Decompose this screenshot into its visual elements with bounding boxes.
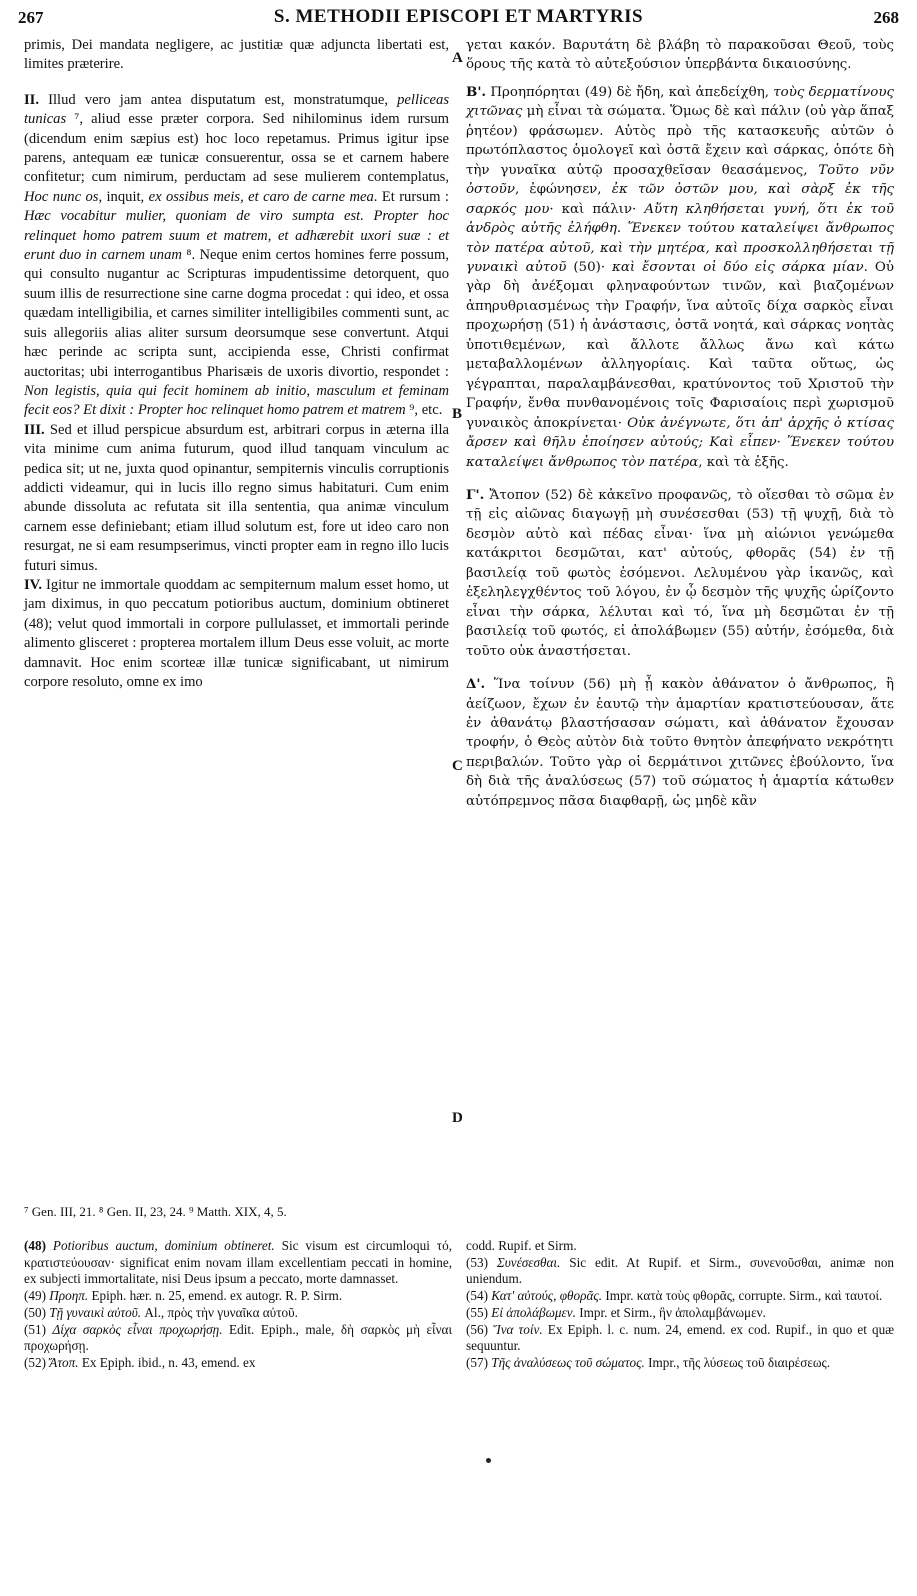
- footnote: (55) Εἰ ἀπολάβωμεν. Impr. et Sirm., ἣν ἀπολαμβάνωμεν.: [466, 1304, 766, 1320]
- running-header: [14, 2, 903, 32]
- margin-marker-b: B: [452, 406, 463, 422]
- margin-marker-a: A: [452, 50, 463, 66]
- footnote: (53) Συνέσεσθαι. Sic edit. At Rupif. et Sirm., συνενοῦσθαι, animæ non uniendum.: [466, 1254, 895, 1287]
- footnote: (51) Δίχα σαρκὸς εἶναι προχωρήσῃ. Edit. Epiph., male, δὴ σαρκὸς μὴ εἶναι προχωρήσῃ.: [24, 1321, 453, 1354]
- greek-column: [466, 36, 894, 811]
- latin-paragraph-2: II. Illud vero jam antea disputatum est, monstratumque, pelliceas tunicas ⁷, aliud esse præter corpora. Sed nihilominus idem rursum (dicendum enim sæpius est) hoc loco repetamus. Primus igitur ipse parens, antequam eæ tunicæ consuerentur, ossa se et carnem habere confitetur; cum nimirum, perductam ad sese mulierem contemplatus, Hoc nunc os, inquit, ex ossibus meis, et caro de carne mea. Et rursum : Hæc vocabitur mulier, quoniam de viro sumpta est. Propter hoc relinquet homo patrem suum et matrem, et adhærebit uxori suæ : et erunt duo in carnem unam ⁸. Neque enim certos homines ferre possum, qui consulto nugantur ac Scripturas impudentissime detorquent, quo suum illis de resurrectione sine carne dogma procedat : qui ideo, et ossa quædam intelligibilia, et carnes similiter intelligibiles commenti sunt, ac suis allegoriis alias aliter sursum deorsumque sese convertunt. Atqui hæc perinde ac scripta sunt, accipienda esse, Christi confirmat auctoritas; ubi interrogantibus Pharisæis de uxoris divortio, respondet : Non legistis, quia qui fecit hominem ab initio, masculum et feminam fecit eos? Et dixit : Propter hoc relinquet homo patrem et matrem ⁹, etc.: [24, 91, 449, 419]
- greek-paragraph-3: Γ'. Ἄτοπον (52) δὲ κἀκεῖνο προφανῶς, τὸ οἴεσθαι τὸ σῶμα ἐν τῇ εἰς αἰῶνας διαγωγῇ μὴ συνέσεσθαι (53) τῇ ψυχῇ, διὰ τὸ δεσμὸν αὐτὸ καὶ πέδας εἶναι· ἵνα μὴ αἰώνιοι γενώμεθα κατάκριτοι δεσμῶται, κατ' αὐτούς, φθορᾶς (54) ἐν τῇ βασιλείᾳ τοῦ φωτὸς ἐσόμενοι. Λελυμένου γὰρ ἱκανῶς, καὶ ἐξεληλεγχθέντος τοῦ λόγου, ἐν ᾧ δεσμὸν τῆς ψυχῆς ὡρίζοντο εἶναι τὴν σάρκα, λέλυται καὶ τό, ἵνα μὴ δεσμῶται ἐν τῇ βασιλείᾳ τοῦ φωτός, εἰ ἀπολάβωμεν (55) αὐτήν, ἐσόμεθα, διὰ τοῦτο οὐκ ἀναστήσεται.: [466, 486, 894, 659]
- latin-paragraph-3: III. Sed et illud perspicue absurdum est, arbitrari corpus in æterna illa vita minime cum anima futurum, quod illud tanquam vinculum ac pedica sit; ut ne, juxta quod opinantur, sempiternis vinculis corruptionis addicti videamur, qui in lucis illo regno simus habitaturi. Cum enim abunde dissoluta ac refutata sit illa sententia, qua animæ vinculum carnem esse definiebant; etiam illud solutum est, fore ut ideo caro non resurgat, ne si eam resumpserimus, vincti propter eam in regno illo lucis futuri simus.: [24, 421, 449, 574]
- margin-marker-c: C: [452, 758, 463, 774]
- latin-column: [24, 36, 449, 692]
- margin-marker-d: D: [452, 1110, 463, 1126]
- latin-paragraph-4: IV. Igitur ne immortale quoddam ac sempiternum malum esset homo, ut jam diximus, in quo peccatum potioribus auctum, dominium obtineret (48); velut quod immortali in corpore pullulasset, et immortali perinde alimento glisceret : propterea mortalem illum Deus esse voluit, ac morte damnavit. Hoc enim scorteæ illæ tunicæ significabant, ut nimirum corpore resoluto, omne ex imo: [24, 576, 449, 690]
- scripture-references: ⁷ Gen. III, 21. ⁸ Gen. II, 23, 24. ⁹ Matth. XIX, 4, 5.: [24, 1204, 287, 1219]
- ink-dot: [486, 1458, 491, 1463]
- latin-paragraph-1: primis, Dei mandata negligere, ac justitiæ quæ adjuncta libertati est, limites præterire.: [24, 37, 449, 73]
- footnote: (57) Τῆς ἀναλύσεως τοῦ σώματος. Impr., τῆς λύσεως τοῦ διαιρέσεως.: [466, 1354, 831, 1370]
- footnote: (52) Ἄτοπ. Ex Epiph. ibid., n. 43, emend. ex: [24, 1354, 256, 1370]
- footnote: (50) Τῇ γυναικὶ αὐτοῦ. Al., πρὸς τὴν γυναῖκα αὐτοῦ.: [24, 1304, 298, 1320]
- page-number-right: 268: [873, 8, 899, 27]
- footnote: (54) Κατ' αὐτούς, φθορᾶς. Impr. κατὰ τοὺς φθορᾶς, corrupte. Sirm., καὶ ταυτοί.: [466, 1288, 883, 1304]
- greek-paragraph-1: γεται κακόν. Βαρυτάτη δὲ βλάβη τὸ παρακοῦσαι Θεοῦ, τοὺς ὅρους τῆς κατὰ τὸ αὐτεξούσιον ὑπερβάντα δικαιοσύνης.: [466, 38, 894, 73]
- running-title: S. METHODII EPISCOPI ET MARTYRIS: [273, 6, 644, 27]
- footnotes-left: [24, 1238, 452, 1372]
- page-number-left: 267: [18, 8, 44, 27]
- footnote: (49) Προηπ. Epiph. hær. n. 25, emend. ex autogr. R. P. Sirm.: [24, 1288, 343, 1304]
- greek-paragraph-2: Β'. Προηπόρηται (49) δὲ ἤδη, καὶ ἀπεδείχθη, τοὺς δερματίνους χιτῶνας μὴ εἶναι τὰ σώματα. Ὅμως δὲ καὶ πάλιν (οὐ γὰρ ἅπαξ ῥητέον) φράσωμεν. Αὐτὸς πρὸ τῆς κατασκευῆς αὐτῶν ὁ πρωτόπλαστος ὁμολογεῖ καὶ ὀστᾶ ἔχειν καὶ σάρκας, ὁπότε δὴ τὴν γυναῖκα αὐτῷ προσαχθεῖσαν θεασάμενος, Τοῦτο νῦν ὀστοῦν, ἐφώνησεν, ἐκ τῶν ὀστῶν μου, καὶ σὰρξ ἐκ τῆς σαρκός μου· καὶ πάλιν· Αὕτη κληθήσεται γυνή, ὅτι ἐκ τοῦ ἀνδρὸς αὐτῆς ἐλήφθη. Ἕνεκεν τούτου καταλείψει ἄνθρωπος τὸν πατέρα αὐτοῦ, καὶ τὴν μητέρα, καὶ προσκολληθήσεται τῇ γυναικὶ αὐτοῦ (50)· καὶ ἔσονται οἱ δύο εἰς σάρκα μίαν. Οὐ γὰρ δὴ ἀνέξομαι φληναφούντων τινῶν, καὶ βιαζομένων ἀπηρυθριασμένως τὴν Γραφήν, ἵνα αὐτοῖς δίχα σαρκὸς εἶναι προχωρήσῃ (51) ἡ ἀνάστασις, ὀστᾶ νοητά, καὶ σάρκας νοητὰς ὑποτιθεμένων, καὶ ἄλλοτε ἄλλως ἄνω καὶ κάτω μεταβαλλομένων ἀλληγορίαις. Καὶ ταῦτα οὕτως, ὡς γέγραπται, παραλαμβάνεσθαι, κρατύνοντος τοῦ Χριστοῦ τὴν Γραφήν, ἔνθα πυνθανομένοις τοῖς Φαρισαίοις περὶ χωρισμοῦ γυναικὸς ἀποκρίνεται· Οὐκ ἀνέγνωτε, ὅτι ἀπ' ἀρχῆς ὁ κτίσας ἄρσεν καὶ θῆλυ ἐποίησεν αὐτούς; Καὶ εἶπεν· Ἕνεκεν τούτου καταλείψει ἄνθρωπος τὸν πατέρα, καὶ τὰ ἑξῆς.: [466, 83, 895, 470]
- footnote: (48) Potioribus auctum, dominium obtineret. Sic visum est circumloqui τό, κρατιστεύουσαν· significat enim novam illam excellentiam peccati in homine, ex subjecti immortalitate, nisi Deus ipsum a peccato, morte damnasset.: [24, 1238, 452, 1287]
- footnote: (56) Ἵνα τοίν. Ex Epiph. l. c. num. 24, emend. ex cod. Rupif., in quo et quæ sequuntur.: [466, 1321, 895, 1354]
- footnotes-right: [466, 1238, 894, 1372]
- footnote: codd. Rupif. et Sirm.: [466, 1238, 577, 1253]
- greek-paragraph-4: Δ'. Ἵνα τοίνυν (56) μὴ ᾖ κακὸν ἀθάνατον ὁ ἄνθρωπος, ἢ ἀείζωον, ἔχων ἐν ἑαυτῷ τὴν ἁμαρτίαν κρατιστεύουσαν, ἅτε ἐν ἀθανάτῳ βλαστήσασαν σώματι, καὶ ἀθάνατον ἔχουσαν τροφήν, ὁ Θεὸς αὐτὸν διὰ τοῦτο θνητὸν ἀπεφήνατο νεκρότητι περιβαλών. Τοῦτο γὰρ οἱ δερμάτινοι χιτῶνες ἐβούλοντο, ἵνα δὴ διὰ τῆς ἀναλύσεως (57) τοῦ σώματος ἡ ἁμαρτία κάτωθεν αὐτόπρεμνος πᾶσα διαφθαρῇ, ὡς μηδὲ κἂν: [466, 676, 894, 809]
